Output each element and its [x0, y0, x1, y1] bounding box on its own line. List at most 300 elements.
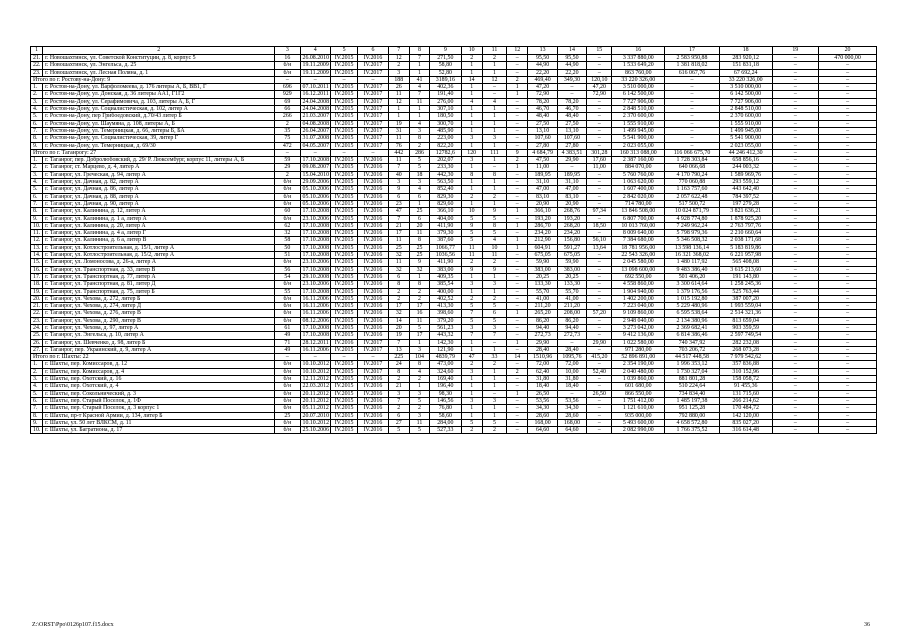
table-cell: –: [772, 244, 819, 251]
table-cell: 10,00: [557, 368, 586, 375]
table-cell: 07.10.2011: [300, 84, 330, 91]
table-cell: –: [358, 76, 388, 83]
table-cell: 6.: [31, 397, 43, 404]
table-cell: 307,10: [430, 106, 461, 113]
table-cell: 283 920,12: [719, 55, 772, 62]
table-cell: 17.10.2008: [300, 266, 330, 273]
table-cell: –: [587, 427, 612, 434]
table-cell: –: [587, 376, 612, 383]
table-row: [31, 281, 877, 288]
table-cell: –: [507, 120, 528, 127]
table-cell: 66: [275, 106, 300, 113]
address-cell: г. Таганрог, ул. Чехова, д. 276, литер В: [43, 310, 275, 317]
table-cell: IV.2015: [330, 324, 357, 331]
table-cell: 18 781 956,00: [612, 244, 665, 251]
table-cell: 866 550,00: [612, 390, 665, 397]
table-cell: 7: [461, 332, 482, 339]
table-cell: 1.: [31, 84, 43, 91]
table-row: [31, 208, 877, 215]
table-cell: 2: [482, 55, 506, 62]
table-cell: 470 000,00: [819, 55, 877, 62]
table-cell: 2: [409, 295, 429, 302]
table-cell: –: [772, 273, 819, 280]
table-cell: –: [507, 346, 528, 353]
table-cell: 2 210 660,64: [719, 230, 772, 237]
table-cell: 211,20: [528, 303, 557, 310]
table-cell: 3189,16: [430, 76, 461, 83]
table-cell: 62: [275, 222, 300, 229]
table-cell: –: [772, 346, 819, 353]
address-cell: г. Таганрог, ул. Ломоносова, д. 26-а, литер А: [43, 259, 275, 266]
table-cell: 8: [388, 281, 409, 288]
table-cell: б/н: [275, 295, 300, 302]
table-cell: б/н: [275, 419, 300, 426]
table-cell: 293 559,12: [719, 179, 772, 186]
table-cell: 04.08.2008: [300, 120, 330, 127]
table-cell: 3: [461, 281, 482, 288]
table-cell: 13 598 136,14: [665, 244, 720, 251]
table-cell: 2: [388, 62, 409, 69]
table-cell: 62,40: [528, 368, 557, 375]
table-cell: 310 152,96: [719, 368, 772, 375]
table-cell: –: [819, 295, 877, 302]
table-cell: IV.2016: [358, 419, 388, 426]
table-cell: 49: [275, 332, 300, 339]
table-cell: IV.2015: [330, 405, 357, 412]
table-cell: 9.: [31, 215, 43, 222]
table-cell: 5: [482, 303, 506, 310]
table-cell: 563,50: [430, 179, 461, 186]
address-cell: г. Таганрог, ул. Котлостроительная, д. 15/2, литер А: [43, 252, 275, 259]
table-cell: 734 834,40: [665, 390, 720, 397]
table-cell: 829,60: [430, 200, 461, 207]
table-cell: 10: [482, 244, 506, 251]
table-cell: 26: [388, 84, 409, 91]
table-cell: –: [587, 106, 612, 113]
table-row: [31, 383, 877, 390]
table-cell: б/н: [275, 186, 300, 193]
table-cell: 9: [482, 208, 506, 215]
column-number-cell: 10: [461, 47, 482, 55]
table-cell: 7 727 906,00: [719, 98, 772, 105]
table-cell: –: [665, 113, 720, 120]
table-cell: 60: [275, 208, 300, 215]
table-cell: 2 948 040,00: [612, 317, 665, 324]
table-cell: –: [665, 142, 720, 149]
column-number-cell: 18: [719, 47, 772, 55]
table-cell: IV.2016: [358, 186, 388, 193]
table-cell: 3: [461, 157, 482, 164]
table-cell: IV.2017: [358, 361, 388, 368]
table-cell: 151 831,18: [719, 62, 772, 69]
table-cell: –: [507, 142, 528, 149]
table-cell: 1 555 910,00: [719, 120, 772, 127]
table-cell: 19.11.2009: [300, 69, 330, 76]
address-cell: г. Ростов-на-Дону, ул. Темерницкая, д. 66, литеры Б, БА: [43, 127, 275, 134]
table-cell: –: [819, 397, 877, 404]
table-cell: 863 760,00: [612, 69, 665, 76]
column-number-cell: 9: [430, 47, 461, 55]
table-cell: 11: [388, 135, 409, 142]
table-cell: –: [772, 208, 819, 215]
table-cell: 22.: [31, 62, 43, 69]
table-cell: –: [507, 281, 528, 288]
table-cell: 104: [409, 354, 429, 361]
table-cell: IV.2016: [358, 222, 388, 229]
table-cell: IV.2016: [358, 55, 388, 62]
table-cell: –: [819, 215, 877, 222]
table-cell: IV.2015: [330, 98, 357, 105]
table-cell: 18,40: [557, 383, 586, 390]
table-cell: 17.10.2008: [300, 222, 330, 229]
table-cell: –: [819, 237, 877, 244]
table-cell: 411,90: [430, 222, 461, 229]
table-cell: 5 229 480,96: [665, 303, 720, 310]
table-cell: 2: [482, 361, 506, 368]
table-cell: 561,23: [430, 324, 461, 331]
table-cell: 1: [461, 186, 482, 193]
table-cell: IV.2016: [358, 230, 388, 237]
table-cell: –: [507, 288, 528, 295]
table-cell: 24: [388, 361, 409, 368]
table-cell: –: [330, 76, 357, 83]
table-cell: 1.: [31, 157, 43, 164]
table-row: [31, 230, 877, 237]
table-cell: 1: [507, 310, 528, 317]
table-cell: –: [772, 171, 819, 178]
table-cell: –: [507, 252, 528, 259]
table-cell: 415,20: [587, 354, 612, 361]
table-cell: 23: [388, 200, 409, 207]
table-cell: 21: [388, 222, 409, 229]
table-row: [31, 200, 877, 207]
table-cell: 34,30: [557, 405, 586, 412]
table-cell: –: [819, 252, 877, 259]
table-cell: –: [772, 76, 819, 83]
address-cell: г. Таганрог, ст. Марцево, д. 4, литер А: [43, 164, 275, 171]
table-row: [31, 324, 877, 331]
table-cell: –: [819, 427, 877, 434]
table-cell: IV.2015: [330, 252, 357, 259]
table-cell: –: [819, 98, 877, 105]
table-cell: IV.2016: [358, 397, 388, 404]
table-cell: 5 798 979,36: [665, 230, 720, 237]
table-cell: 16.11.2006: [300, 303, 330, 310]
table-cell: –: [819, 186, 877, 193]
table-cell: 48,40: [528, 113, 557, 120]
table-cell: 1 499 945,00: [612, 127, 665, 134]
table-cell: 27,50: [528, 120, 557, 127]
table-cell: 443,32: [430, 332, 461, 339]
table-cell: 17: [409, 332, 429, 339]
table-cell: 11: [482, 252, 506, 259]
table-cell: 13 098 600,00: [612, 266, 665, 273]
table-cell: –: [587, 288, 612, 295]
table-cell: IV.2015: [330, 84, 357, 91]
table-cell: 94,40: [557, 324, 586, 331]
table-cell: 6 142 500,00: [612, 91, 665, 98]
table-cell: 6: [409, 193, 429, 200]
table-cell: –: [772, 91, 819, 98]
table-cell: 12782,6: [430, 149, 461, 156]
table-cell: IV.2015: [330, 303, 357, 310]
table-cell: IV.2015: [330, 62, 357, 69]
table-cell: 26.: [31, 339, 43, 346]
table-cell: 10.10.2012: [300, 419, 330, 426]
table-cell: –: [772, 405, 819, 412]
table-cell: IV.2015: [330, 412, 357, 419]
table-cell: 2: [275, 120, 300, 127]
table-cell: 6 142 500,00: [719, 91, 772, 98]
table-cell: 383,00: [528, 266, 557, 273]
column-number-cell: 20: [819, 47, 877, 55]
address-cell: г. Ростов-на-Дону, ул. Темерницкая, д. 69/30: [43, 142, 275, 149]
table-cell: 1 015 192,80: [665, 295, 720, 302]
table-cell: 884 070,00: [612, 164, 665, 171]
table-cell: 156,80: [557, 237, 586, 244]
table-cell: 1: [482, 142, 506, 149]
address-cell: г. Шахты, пер. Комиссаров, д. 12: [43, 361, 275, 368]
table-cell: –: [507, 171, 528, 178]
table-cell: 47: [461, 354, 482, 361]
table-cell: 1: [461, 164, 482, 171]
table-cell: 1: [482, 179, 506, 186]
table-cell: б/н: [275, 383, 300, 390]
table-cell: 1: [507, 84, 528, 91]
address-cell: г. Таганрог, ул. Энгельса, д. 10, литер А: [43, 332, 275, 339]
table-cell: –: [507, 186, 528, 193]
table-cell: 86,20: [528, 317, 557, 324]
table-cell: –: [587, 383, 612, 390]
table-cell: –: [275, 149, 300, 156]
table-cell: 13,10: [557, 127, 586, 134]
table-row: [31, 295, 877, 302]
table-cell: 12.: [31, 237, 43, 244]
table-cell: 692 550,00: [612, 273, 665, 280]
table-cell: 18,40: [528, 383, 557, 390]
table-cell: 49: [275, 346, 300, 353]
table-cell: 784 397,52: [719, 193, 772, 200]
address-cell: г. Таганрог, ул. Калинина, д. 20, литер А: [43, 222, 275, 229]
table-cell: IV.2016: [358, 281, 388, 288]
table-cell: –: [557, 390, 586, 397]
column-number-cell: 6: [358, 47, 388, 55]
table-cell: –: [587, 69, 612, 76]
table-cell: 2 040 480,00: [612, 368, 665, 375]
table-cell: –: [507, 376, 528, 383]
column-number-cell: 12: [507, 47, 528, 55]
table-cell: 47,50: [528, 157, 557, 164]
address-cell: г. Таганрог, ул. Дачная, д. 82, литер А: [43, 179, 275, 186]
table-cell: 14: [507, 354, 528, 361]
table-cell: 20.07.2010: [300, 412, 330, 419]
table-cell: 6: [388, 273, 409, 280]
table-cell: 2.: [31, 91, 43, 98]
address-cell: г. Ростов-на-Дону, ул. Шаумяна, д. 108, литеры А, Б: [43, 120, 275, 127]
table-cell: –: [819, 62, 877, 69]
table-cell: 120,10: [587, 76, 612, 83]
table-cell: 3: [388, 390, 409, 397]
table-cell: 951 125,28: [665, 405, 720, 412]
table-cell: 510 224,64: [665, 383, 720, 390]
table-cell: 3.: [31, 376, 43, 383]
table-cell: 9 412 136,00: [612, 332, 665, 339]
column-number-cell: 4: [300, 47, 330, 55]
table-cell: 2: [507, 157, 528, 164]
table-cell: IV.2015: [330, 259, 357, 266]
table-cell: 8: [409, 361, 429, 368]
table-cell: 1: [482, 200, 506, 207]
table-cell: 7.: [31, 127, 43, 134]
table-cell: 1: [482, 383, 506, 390]
table-cell: 1: [461, 200, 482, 207]
table-cell: –: [819, 354, 877, 361]
table-cell: 3.: [31, 171, 43, 178]
table-cell: 7: [388, 339, 409, 346]
table-cell: 3: [409, 127, 429, 134]
table-cell: IV.2015: [330, 222, 357, 229]
table-cell: –: [772, 295, 819, 302]
table-row: [31, 405, 877, 412]
table-cell: 675,05: [557, 252, 586, 259]
table-cell: 1: [507, 91, 528, 98]
table-cell: 8: [409, 237, 429, 244]
table-cell: IV.2017: [358, 339, 388, 346]
table-cell: 7: [409, 91, 429, 98]
table-cell: 324,60: [430, 368, 461, 375]
table-cell: –: [772, 237, 819, 244]
table-cell: 1: [461, 91, 482, 98]
table-cell: –: [819, 84, 877, 91]
table-cell: –: [587, 332, 612, 339]
table-cell: IV.2016: [358, 332, 388, 339]
table-cell: IV.2015: [330, 69, 357, 76]
table-cell: IV.2015: [330, 419, 357, 426]
table-cell: б/н: [275, 376, 300, 383]
table-cell: 404,00: [430, 215, 461, 222]
table-cell: 1: [461, 288, 482, 295]
table-cell: –: [772, 376, 819, 383]
table-cell: –: [557, 164, 586, 171]
table-cell: 41: [409, 76, 429, 83]
table-cell: IV.2015: [330, 113, 357, 120]
table-cell: IV.2015: [330, 237, 357, 244]
table-cell: 8: [482, 171, 506, 178]
table-cell: IV.2016: [358, 193, 388, 200]
table-cell: IV.2016: [358, 317, 388, 324]
address-cell: г. Новошахтинск, ул. Энгельса, д. 25: [43, 62, 275, 69]
table-cell: 1066,77: [430, 244, 461, 251]
table-cell: –: [819, 76, 877, 83]
table-cell: –: [772, 397, 819, 404]
table-cell: 9: [482, 266, 506, 273]
table-cell: 1 728 303,84: [665, 157, 720, 164]
table-cell: 9: [461, 266, 482, 273]
address-cell: г. Шахты, пер. Старый Поселок, д. 1Ф: [43, 397, 275, 404]
table-cell: 366,10: [528, 208, 557, 215]
table-cell: 1: [482, 405, 506, 412]
table-cell: 4 928 774,80: [665, 215, 720, 222]
table-cell: 11: [461, 252, 482, 259]
table-cell: –: [300, 149, 330, 156]
table-cell: 442,30: [430, 171, 461, 178]
table-cell: –: [507, 412, 528, 419]
table-cell: 32: [275, 230, 300, 237]
table-cell: 26.08.2010: [300, 55, 330, 62]
table-cell: 12: [388, 98, 409, 105]
table-cell: 5.: [31, 390, 43, 397]
table-cell: 33 220 326,00: [612, 76, 665, 83]
table-row: [31, 259, 877, 266]
table-row: [31, 288, 877, 295]
table-cell: 120: [461, 149, 482, 156]
table-cell: 1: [507, 237, 528, 244]
table-cell: –: [772, 55, 819, 62]
table-cell: 4 170 790,24: [665, 171, 720, 178]
table-cell: 8 009 640,00: [612, 230, 665, 237]
table-cell: 1036,56: [430, 252, 461, 259]
table-cell: 131 715,60: [719, 390, 772, 397]
table-cell: 27,80: [528, 142, 557, 149]
table-cell: 34,30: [528, 405, 557, 412]
table-cell: 4: [409, 84, 429, 91]
table-cell: 17: [409, 303, 429, 310]
table-cell: 5 541 900,00: [612, 135, 665, 142]
table-cell: 19: [388, 332, 409, 339]
address-cell: г. Шахты, пер. Охотский, д. 4: [43, 383, 275, 390]
table-cell: 23.10.2006: [300, 259, 330, 266]
address-cell: г. Таганрог, ул. Котлостроительная, д. 15/1, литер А: [43, 244, 275, 251]
table-cell: 11: [409, 419, 429, 426]
table-cell: 11: [409, 98, 429, 105]
table-cell: IV.2017: [358, 84, 388, 91]
table-cell: 19.: [31, 288, 43, 295]
table-cell: 47,20: [587, 84, 612, 91]
table-cell: 4: [461, 98, 482, 105]
table-cell: 11,00: [587, 164, 612, 171]
table-cell: 75: [275, 135, 300, 142]
table-cell: 5: [461, 303, 482, 310]
table-cell: –: [772, 215, 819, 222]
address-cell: г. Таганрог, ул. Дачная, д. 86, литер А: [43, 186, 275, 193]
table-cell: 12: [482, 76, 506, 83]
table-cell: –: [819, 200, 877, 207]
table-cell: 4: [482, 98, 506, 105]
table-cell: 4.: [31, 179, 43, 186]
address-cell: г. Шахты, ул. 50 лет ВЛКСМ, д. 11: [43, 419, 275, 426]
table-cell: 813 659,04: [719, 317, 772, 324]
table-cell: 133,30: [557, 281, 586, 288]
table-cell: –: [557, 91, 586, 98]
table-cell: 1 402 200,00: [612, 295, 665, 302]
table-cell: –: [587, 55, 612, 62]
table-cell: 268,76: [557, 208, 586, 215]
address-cell: г. Таганрог, ул. Калинина, д. 4 а, литер Г: [43, 230, 275, 237]
table-cell: 1: [461, 113, 482, 120]
table-cell: 3 337 880,00: [612, 55, 665, 62]
table-cell: 387,60: [430, 237, 461, 244]
table-cell: 10.10.2012: [300, 368, 330, 375]
table-cell: 1: [388, 106, 409, 113]
table-cell: 4.: [31, 383, 43, 390]
table-cell: IV.2016: [358, 179, 388, 186]
table-cell: –: [819, 405, 877, 412]
table-cell: 05.10.2006: [300, 200, 330, 207]
table-cell: 7 249 962,24: [665, 222, 720, 229]
table-cell: 25: [388, 244, 409, 251]
table-cell: –: [587, 346, 612, 353]
table-cell: 5: [482, 419, 506, 426]
